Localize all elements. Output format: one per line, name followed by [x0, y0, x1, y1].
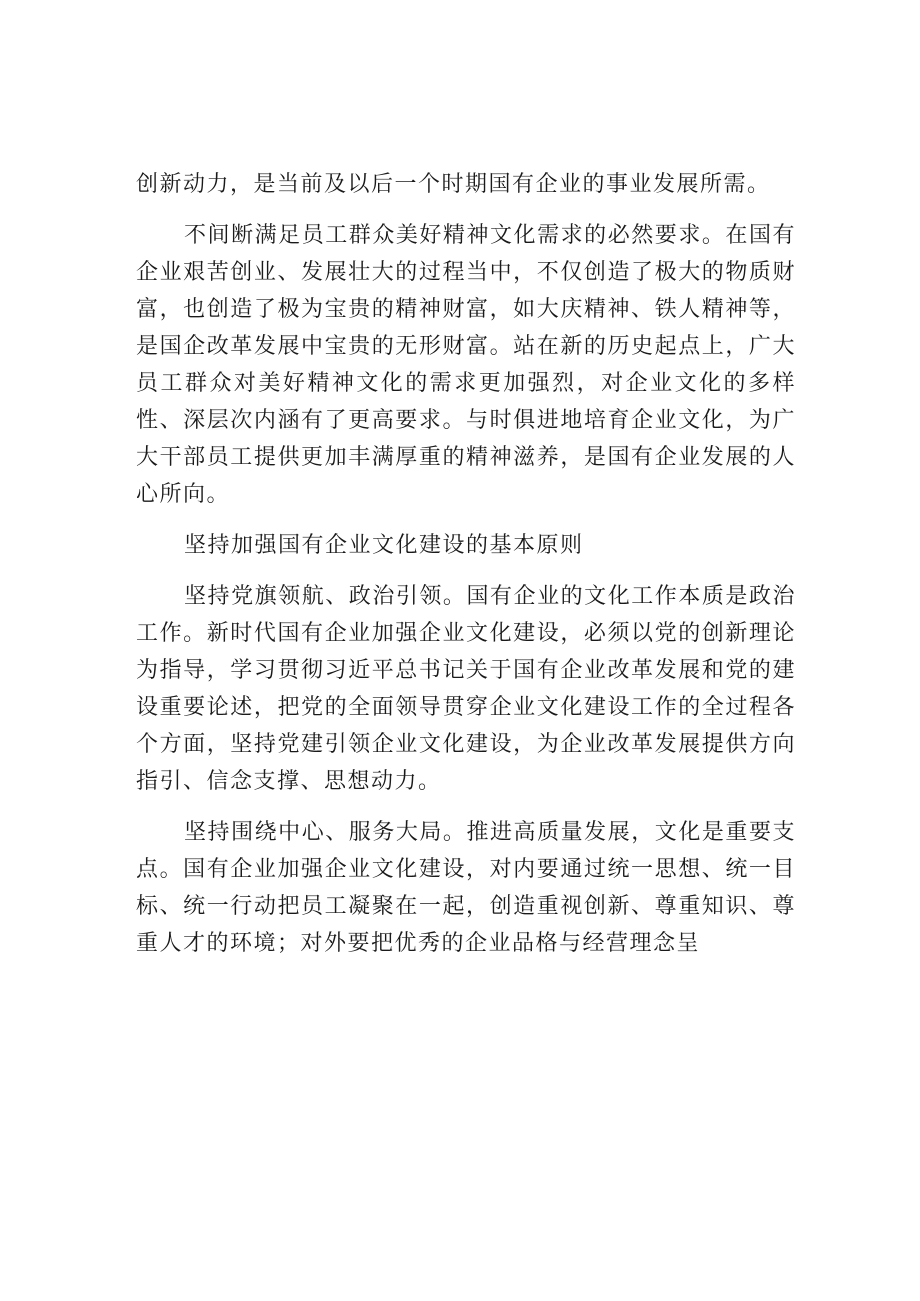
paragraph-serve-overall-situation: 坚持围绕中心、服务大局。推进高质量发展，文化是重要支点。国有企业加强企业文化建设，对内要通过统一思想、统一目标、统一行动把员工凝聚在一起，创造重视创新、尊重知识、尊重人才的环境；对外要把优秀的企业品格与经营理念呈: [136, 820, 796, 956]
section-heading-basic-principles: 坚持加强国有企业文化建设的基本原则: [184, 533, 584, 558]
paragraph-party-leadership: 坚持党旗领航、政治引领。国有企业的文化工作本质是政治工作。新时代国有企业加强企业文化建设，必须以党的创新理论为指导，学习贯彻习近平总书记关于国有企业改革发展和党的建设重要论述，把党的全面领导贯穿企业文化建设工作的全过程各个方面，坚持党建引领企业文化建设，为企业改革发展提供方向指引、信念支撑、思想动力。: [136, 584, 796, 794]
paragraph-spiritual-culture-needs: 不间断满足员工群众美好精神文化需求的必然要求。在国有企业艰苦创业、发展壮大的过程当中，不仅创造了极大的物质财富，也创造了极为宝贵的精神财富，如大庆精神、铁人精神等，是国企改革发展中宝贵的无形财富。站在新的历史起点上，广大员工群众对美好精神文化的需求更加强烈，对企业文化的多样性、深层次内涵有了更高要求。与时俱进地培育企业文化，为广大干部员工提供更加丰满厚重的精神滋养，是国有企业发展的人心所向。: [136, 223, 796, 507]
paragraph-continuation: 创新动力，是当前及以后一个时期国有企业的事业发展所需。: [136, 172, 771, 197]
document-body: [136, 166, 796, 976]
